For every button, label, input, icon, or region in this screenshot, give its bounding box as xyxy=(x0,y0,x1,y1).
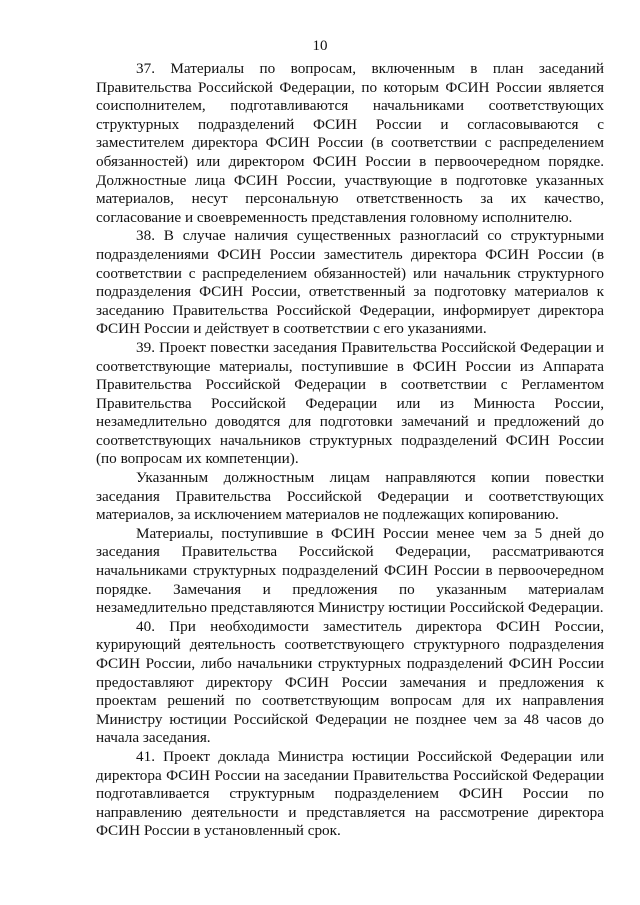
paragraph-39-copies: Указанным должностным лицам направляются копии повестки заседания Правительства Российской Федерации и соответствующих материалов, за исключением материалов не подлежащих копированию. xyxy=(96,469,604,524)
paragraph-39-late-materials: Материалы, поступившие в ФСИН России менее чем за 5 дней до заседания Правительства Российской Федерации, рассматриваются начальниками структурных подразделений ФСИН России в первоочередном порядке. Замечания и предложения по указанным материалам незамедлительно представляются Министру юстиции Российской Федерации. xyxy=(96,524,604,617)
paragraph-39: 39. Проект повестки заседания Правительства Российской Федерации и соответствующие материалы, поступившие в ФСИН России из Аппарата Правительства Российской Федерации в соответствии с Регламентом Правительства Российской Федерации или из Минюста России, незамедлительно доводятся для подготовки замечаний и предложений до соответствующих начальников структурных подразделений ФСИН России (по вопросам их компетенции). xyxy=(96,338,604,468)
paragraph-41: 41. Проект доклада Министра юстиции Российской Федерации или директора ФСИН России на заседании Правительства Российской Федерации подготавливается структурным подразделением ФСИН России по направлению деятельности и представляется на рассмотрение директора ФСИН России в установленный срок. xyxy=(96,747,604,840)
page-number: 10 xyxy=(312,38,328,54)
paragraph-37: 37. Материалы по вопросам, включенным в план заседаний Правительства Российской Федерации, по которым ФСИН России является соисполнителем, подготавливаются начальниками соответствующих структурных подразделений ФСИН России и согласовываются с заместителем директора ФСИН России (в соответствии с распределением обязанностей) или директором ФСИН России в первоочередном порядке. Должностные лица ФСИН России, участвующие в подготовке указанных материалов, несут персональную ответственность за их качество, согласование и своевременность представления головному исполнителю. xyxy=(96,60,604,226)
paragraph-40: 40. При необходимости заместитель директора ФСИН России, курирующий деятельность соответствующего структурного подразделения ФСИН России, либо начальники структурных подразделений ФСИН России предоставляют директору ФСИН России замечания и предложения к проектам решений по соответствующим вопросам для их направления Министру юстиции Российской Федерации не позднее чем за 48 часов до начала заседания. xyxy=(96,617,604,747)
paragraph-38: 38. В случае наличия существенных разногласий со структурными подразделениями ФСИН России заместитель директора ФСИН России (в соответствии с распределением обязанностей) или начальник структурного подразделения ФСИН России, ответственный за подготовку материалов к заседанию Правительства Российской Федерации, информирует директора ФСИН России и действует в соответствии с его указаниями. xyxy=(96,227,604,338)
document-body xyxy=(96,60,604,841)
